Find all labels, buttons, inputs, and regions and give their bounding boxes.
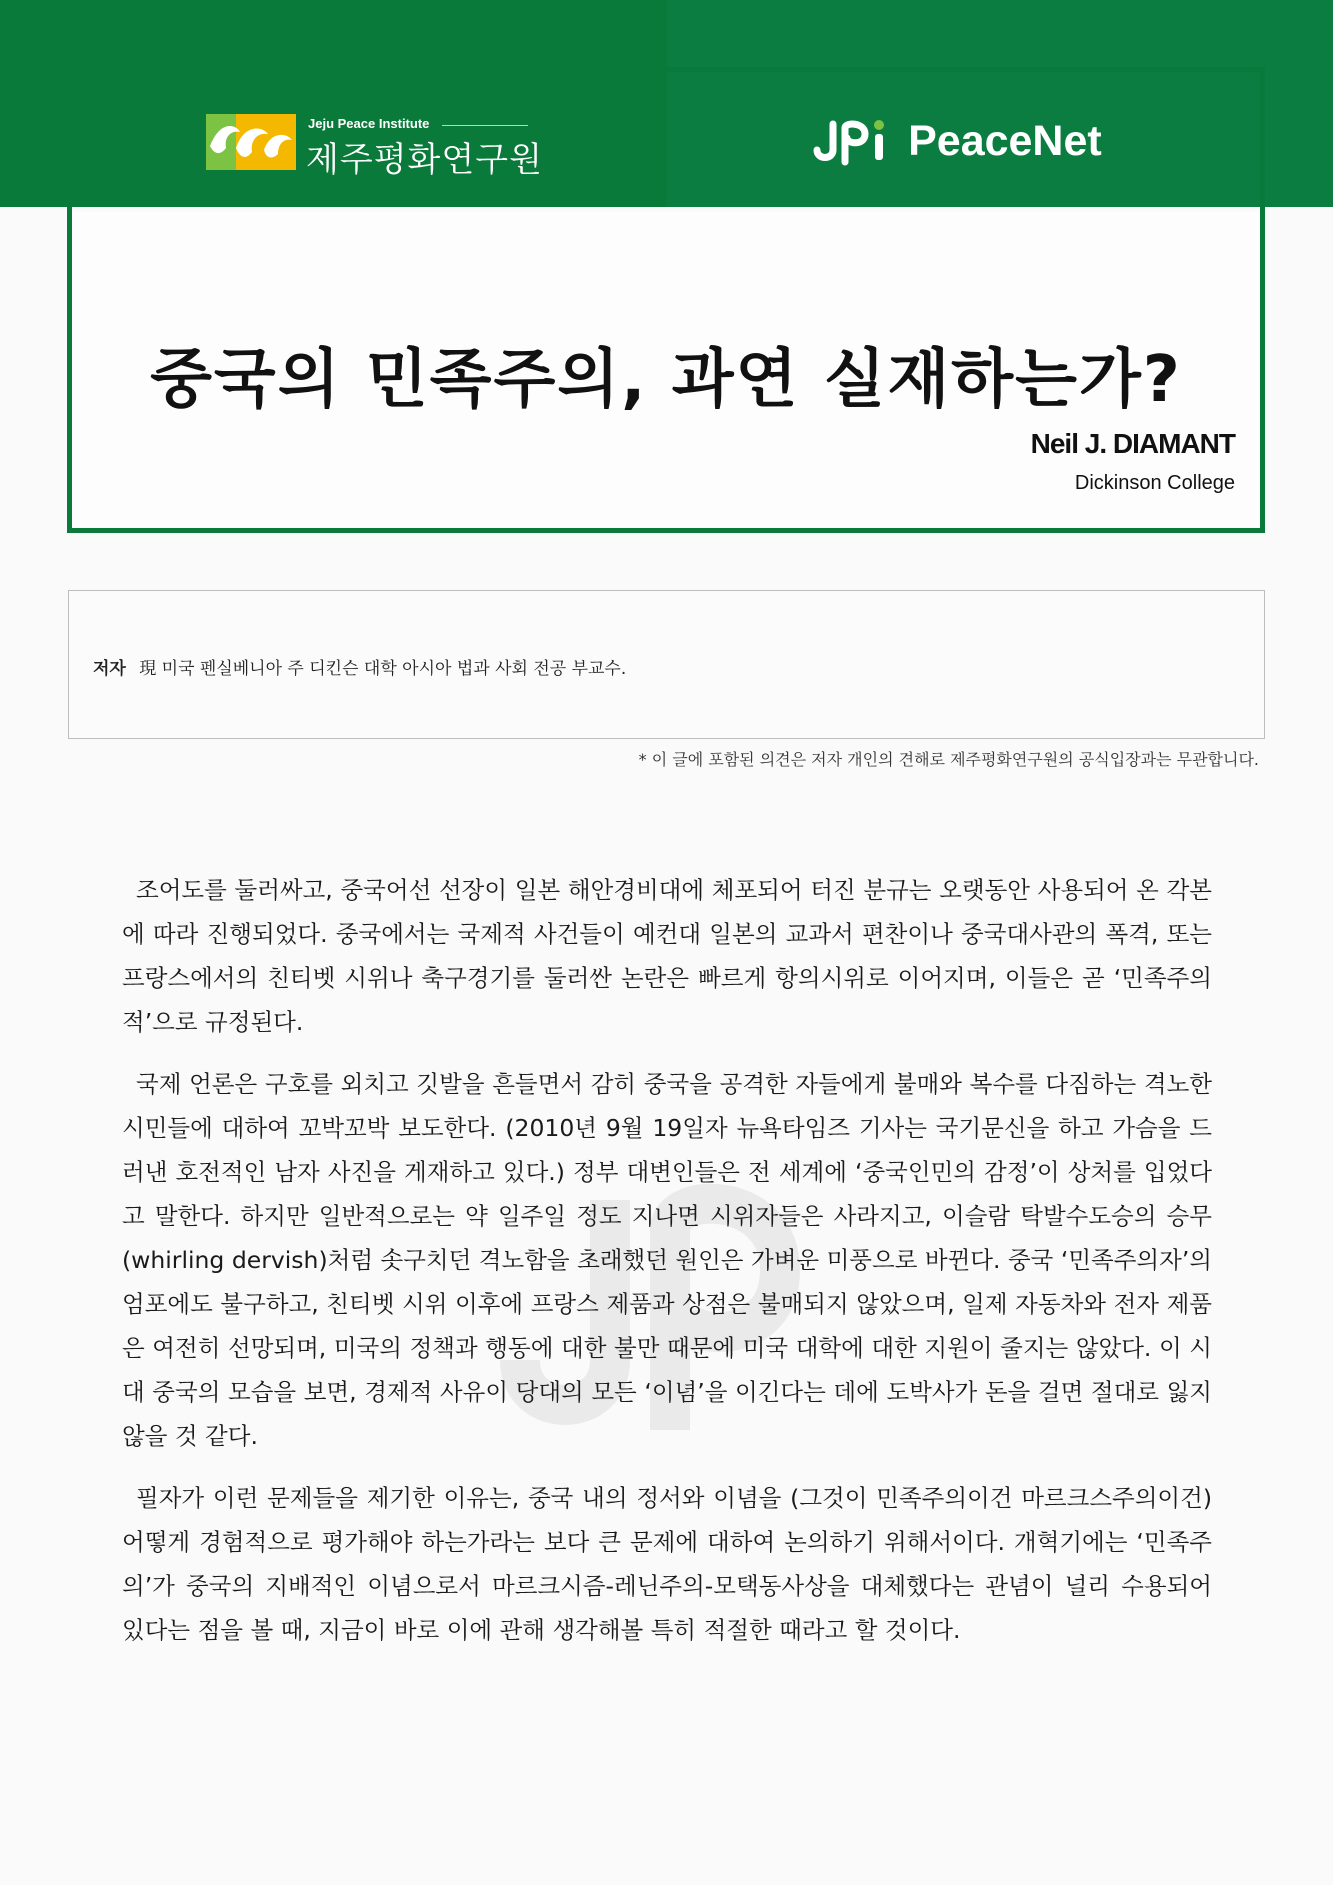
institute-name-en: Jeju Peace Institute bbox=[308, 116, 430, 131]
jpi-mark-icon bbox=[813, 116, 893, 166]
body-paragraph: 국제 언론은 구호를 외치고 깃발을 흔들면서 감히 중국을 공격한 자들에게 불매와 복수를 다짐하는 격노한 시민들에 대하여 꼬박꼬박 보도한다. (2010년 9월 19일자 뉴욕타임즈 기사는 국기문신을 하고 가슴을 드러낸 호전적인 남자 사진을 게재하고 있다.) 정부 대변인들은 전 세계에 ‘중국인민의 감정’이 상처를 입었다고 말한다. 하지만 일반적으로는 약 일주일 정도 지나면 시위자들은 사라지고, 이슬람 탁발수도승의 승무(whirling dervish)처럼 솟구치던 격노함을 초래했던 원인은 가벼운 미풍으로 바뀐다. 중국 ‘민족주의자’의 엄포에도 불구하고, 친티벳 시위 이후에 프랑스 제품과 상점은 불매되지 않았으며, 일제 자동차와 전자 제품은 여전히 선망되며, 미국의 정책과 행동에 대한 불만 때문에 미국 대학에 대한 지원이 줄지는 않았다. 이 시대 중국의 모습을 보면, 경제적 사유이 당대의 모든 ‘이념’을 이긴다는 데에 도박사가 돈을 걸면 절대로 잃지 않을 것 같다. bbox=[122, 1070, 1212, 1450]
author-info bbox=[93, 654, 626, 679]
author-info-label: 저자 bbox=[93, 659, 126, 679]
body-paragraph: 필자가 이런 문제들을 제기한 이유는, 중국 내의 정서와 이념을 (그것이 민족주의이건 마르크스주의이건) 어떻게 경험적으로 평가해야 하는가라는 보다 큰 문제에 대하여 논의하기 위해서이다. 개혁기에는 ‘민족주의’가 중국의 지배적인 이념으로서 마르크시즘-레닌주의-모택동사상을 대체했다는 관념이 널리 수용되어 있다는 점을 볼 때, 지금이 바로 이에 관해 생각해볼 특히 적절한 때라고 할 것이다. bbox=[122, 1484, 1212, 1644]
author-info-text: 現 미국 펜실베니아 주 디킨슨 대학 아시아 법과 사회 전공 부교수. bbox=[139, 659, 627, 679]
author-info-box bbox=[68, 590, 1265, 739]
body-paragraph: 조어도를 둘러싸고, 중국어선 선장이 일본 해안경비대에 체포되어 터진 분규는 오랫동안 사용되어 온 각본에 따라 진행되었다. 중국에서는 국제적 사건들이 예컨대 일본의 교과서 편찬이나 중국대사관의 폭격, 또는 프랑스에서의 친티벳 시위나 축구경기를 둘러싼 논란은 빠르게 항의시위로 이어지며, 이들은 곧 ‘민족주의적’으로 규정된다. bbox=[122, 876, 1212, 1036]
dove-logo-icon bbox=[206, 110, 296, 174]
peacenet-logo[interactable] bbox=[813, 116, 1102, 172]
peacenet-name: PeaceNet bbox=[908, 116, 1102, 165]
jeju-peace-institute-logo[interactable] bbox=[206, 110, 543, 180]
institute-name-ko: 제주평화연구원 bbox=[306, 140, 543, 180]
article-author: Neil J. DIAMANT bbox=[1030, 428, 1235, 459]
logo-divider bbox=[442, 125, 528, 126]
article-body bbox=[122, 868, 1212, 1670]
disclaimer-note: * 이 글에 포함된 의견은 저자 개인의 견해로 제주평화연구원의 공식입장과는 무관합니다. bbox=[638, 750, 1259, 769]
author-affiliation: Dickinson College bbox=[1074, 472, 1235, 494]
article-title: 중국의 민족주의, 과연 실재하는가? bbox=[150, 343, 1182, 417]
